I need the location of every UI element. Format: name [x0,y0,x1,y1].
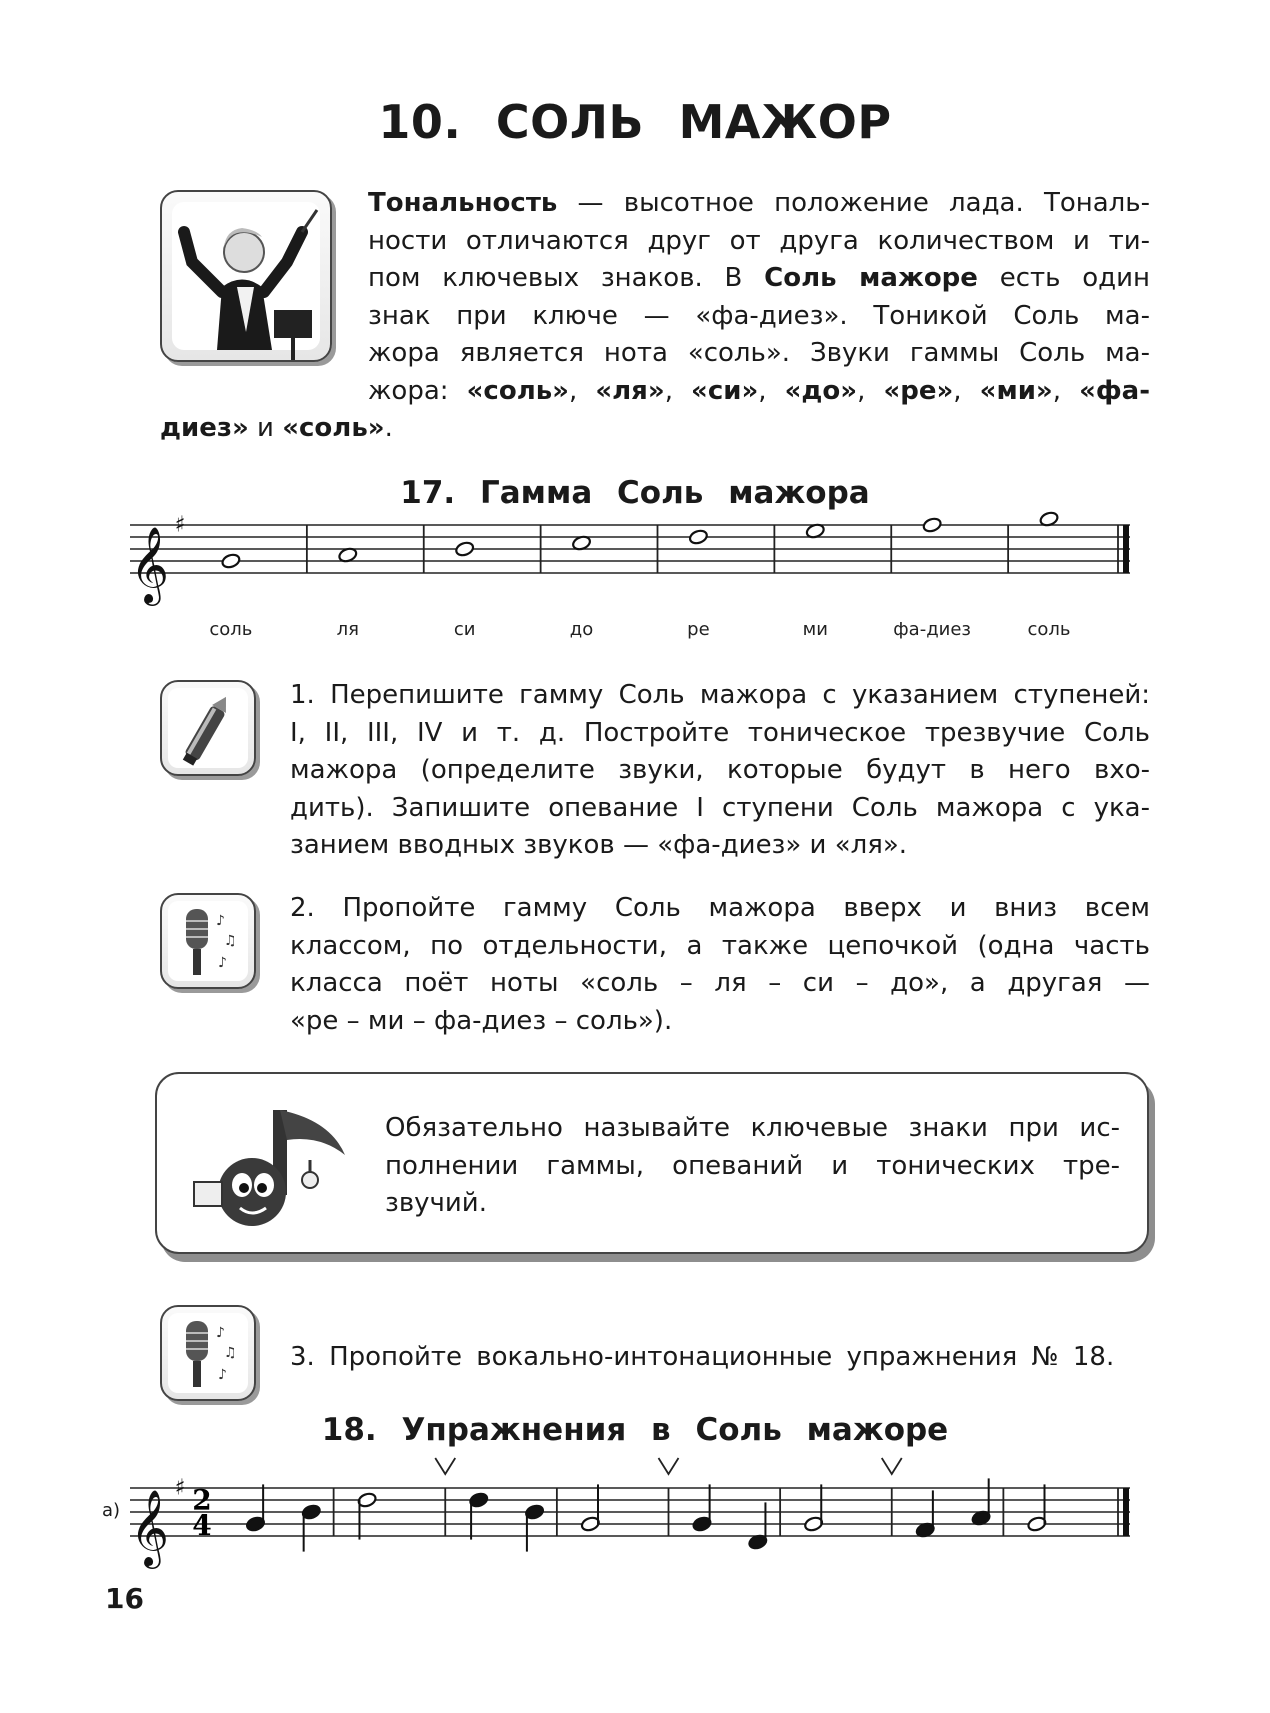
text-line: жора: «соль», «ля», «си», «до», «ре», «ми», «фа- [368,375,1151,406]
sharp-sign: ♯ [174,512,186,538]
section-title: 10. СОЛЬ МАЖОР [378,95,892,149]
note-label: си [453,619,476,640]
text-line: пом ключевых знаков. В Соль мажоре есть один [368,263,1150,293]
whole-note [221,553,241,570]
text-line: I, II, III, IV и т. д. Постройте тоническое трезвучие Соль [290,717,1150,748]
text-line: 2. Пропойте гамму Соль мажора вверх и вниз всем [290,893,1150,923]
time-signature-top: 2 [192,1483,212,1517]
text-line: классом, по отдельности, а также цепочкой (одна часть [290,930,1150,961]
note-label: до [569,619,594,640]
text-line: дить). Запишите опевание I ступени Соль мажора с ука- [290,792,1150,823]
note-head [221,553,241,570]
text-line: диез» и «соль». [160,413,393,443]
note-label: ре [687,619,710,640]
note-head [455,541,475,558]
text-line: 1. Перепишите гамму Соль мажора с указанием ступеней: [290,680,1150,710]
conductor-icon [160,190,332,362]
exercises-title: 18. Упражнения в Соль мажоре [321,1412,949,1448]
note-label: ля [336,619,359,640]
text-line: класса поёт ноты «соль – ля – си – до», а другая — [290,968,1150,998]
note-label: фа-диез [893,619,972,640]
note-label: соль [1027,619,1071,640]
text-line: занием вводных звуков — «фа-диез» и «ля». [290,830,908,860]
svg-text:♫: ♫ [224,933,237,949]
text-line: жора является нота «соль». Звуки гаммы Соль ма- [368,338,1150,368]
text-line: знак при ключе — «фа-диез». Тоникой Соль ма- [368,300,1150,331]
breath-mark [435,1458,455,1474]
svg-text:♫: ♫ [224,1345,237,1361]
text-line: мажора (определите звуки, которые будут в него вхо- [290,755,1150,785]
svg-text:♪: ♪ [216,1325,225,1341]
sharp-sign: ♯ [174,1475,186,1501]
svg-text:♪: ♪ [218,955,227,971]
whole-note [688,529,708,546]
text-line: звучий. [385,1188,487,1218]
exercise-staff [130,1450,1140,1570]
time-signature-bottom: 4 [192,1508,212,1542]
microphone-icon [160,893,256,989]
note-head [688,529,708,546]
note-label: соль [209,619,253,640]
text-line: ности отличаются друг от друга количеством и ти- [368,225,1150,256]
whole-note [455,541,475,558]
text-line: полнении гаммы, опеваний и тонических тре- [385,1150,1120,1181]
task1-text [290,677,1150,865]
note-label: ми [802,619,828,640]
text-line: Тональность — высотное положение лада. Тональ- [368,188,1150,218]
text-line: Обязательно называйте ключевые знаки при ис- [385,1113,1120,1143]
task3-text: 3. Пропойте вокально-интонационные упражнения № 18. [290,1342,1115,1372]
breath-mark [659,1458,679,1474]
intro-paragraph [368,185,1150,410]
svg-text:♪: ♪ [216,913,225,929]
text-line: «ре – ми – фа-диез – соль»). [290,1005,673,1036]
page-number: 16 [105,1582,144,1615]
treble-clef: 𝄞 [130,526,170,603]
breath-mark [882,1458,902,1474]
scale-staff [130,505,1140,645]
svg-text:♪: ♪ [218,1367,227,1383]
music-note-mascot-icon [180,1100,350,1230]
note-head [922,517,942,534]
pen-icon [160,680,256,776]
whole-note [922,517,942,534]
scale-title: 17. Гамма Соль мажора [400,475,870,511]
treble-clef: 𝄞 [130,1489,170,1566]
exercise-label: а) [102,1500,121,1521]
tip-text [385,1110,1120,1223]
task2-text [290,890,1150,1040]
intro-last-line [160,410,660,448]
microphone-icon [160,1305,256,1401]
